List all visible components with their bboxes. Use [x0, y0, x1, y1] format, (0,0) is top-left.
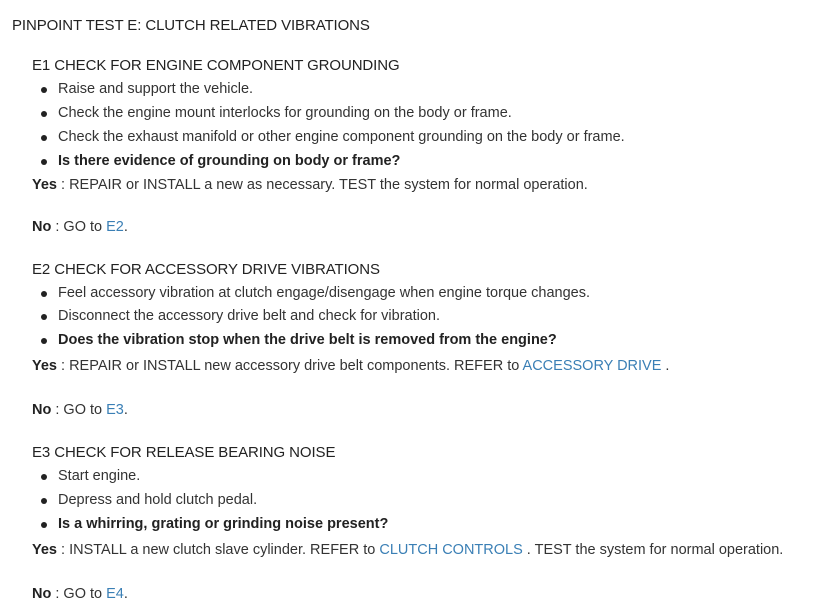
yes-suffix: .: [661, 358, 670, 374]
page-title: PINPOINT TEST E: CLUTCH RELATED VIBRATIONS: [12, 17, 370, 34]
step-e2-yes-answer: [32, 358, 669, 374]
bullet-text: Start engine.: [58, 468, 141, 484]
step-e1-yes-answer: [32, 177, 588, 193]
no-suffix: .: [123, 402, 128, 418]
yes-text: : REPAIR or INSTALL a new as necessary. TEST the system for normal operation.: [57, 177, 588, 193]
yes-label: Yes: [32, 358, 57, 374]
no-label: No: [32, 219, 52, 235]
bullet-text: Disconnect the accessory drive belt and check for vibration.: [58, 308, 441, 324]
yes-label: Yes: [32, 542, 57, 558]
bullet-text: Check the exhaust manifold or other engine component grounding on the body or frame.: [58, 129, 625, 145]
bullet-text: Check the engine mount interlocks for grounding on the body or frame.: [58, 105, 512, 121]
no-prefix: : GO to: [51, 402, 107, 418]
bullet-text: Depress and hold clutch pedal.: [58, 492, 258, 508]
question-text: Does the vibration stop when the drive belt is removed from the engine?: [58, 332, 557, 348]
yes-prefix: : INSTALL a new clutch slave cylinder. REFER to: [57, 542, 380, 558]
step-e1-bullet-1: [58, 81, 253, 97]
bullet-dot-icon: [41, 498, 47, 504]
step-e1-bullet-3: [58, 129, 625, 145]
step-e3-no-answer: [32, 586, 128, 602]
step-e3-bullet-1: [58, 468, 140, 484]
yes-label: Yes: [32, 177, 57, 193]
step-e2-bullet-1: [58, 285, 590, 301]
bullet-dot-icon: [41, 87, 47, 93]
step-e3-yes-answer: [32, 542, 783, 558]
step-e2-question: [58, 332, 557, 348]
step-e1-heading: E1 CHECK FOR ENGINE COMPONENT GROUNDING: [32, 57, 400, 74]
yes-prefix: : REPAIR or INSTALL new accessory drive belt components. REFER to: [57, 358, 523, 374]
bullet-dot-icon: [41, 291, 47, 297]
no-suffix: .: [123, 586, 128, 602]
step-e2-no-answer: [32, 402, 128, 418]
no-prefix: : GO to: [51, 219, 107, 235]
goto-e4-link[interactable]: E4: [106, 586, 124, 602]
bullet-dot-icon: [41, 522, 47, 528]
step-e1-bullet-2: [58, 105, 512, 121]
bullet-text: Feel accessory vibration at clutch engage/disengage when engine torque changes.: [58, 285, 591, 301]
no-suffix: .: [123, 219, 128, 235]
question-text: Is there evidence of grounding on body or frame?: [58, 153, 401, 169]
bullet-text: Raise and support the vehicle.: [58, 81, 254, 97]
bullet-dot-icon: [41, 135, 47, 141]
goto-e2-link[interactable]: E2: [106, 219, 124, 235]
bullet-dot-icon: [41, 111, 47, 117]
goto-e3-link[interactable]: E3: [106, 402, 124, 418]
question-text: Is a whirring, grating or grinding noise present?: [58, 516, 389, 532]
step-e1-question: [58, 153, 400, 169]
step-e2-heading: E2 CHECK FOR ACCESSORY DRIVE VIBRATIONS: [32, 261, 380, 278]
bullet-dot-icon: [41, 314, 47, 320]
no-prefix: : GO to: [51, 586, 107, 602]
bullet-dot-icon: [41, 159, 47, 165]
step-e3-bullet-2: [58, 492, 257, 508]
step-e3-heading: E3 CHECK FOR RELEASE BEARING NOISE: [32, 444, 336, 461]
no-label: No: [32, 402, 52, 418]
clutch-controls-link[interactable]: CLUTCH CONTROLS: [379, 542, 523, 558]
bullet-dot-icon: [41, 338, 47, 344]
yes-suffix: . TEST the system for normal operation.: [522, 542, 784, 558]
bullet-dot-icon: [41, 474, 47, 480]
step-e3-question: [58, 516, 388, 532]
no-label: No: [32, 586, 52, 602]
accessory-drive-link[interactable]: ACCESSORY DRIVE: [522, 358, 662, 374]
step-e1-no-answer: [32, 219, 128, 235]
step-e2-bullet-2: [58, 308, 440, 324]
